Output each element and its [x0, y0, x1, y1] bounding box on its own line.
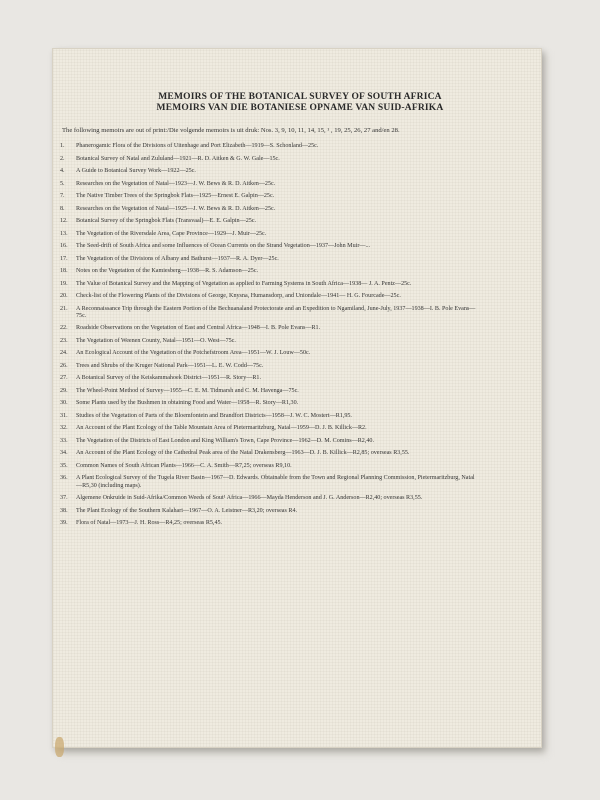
memoir-entry — [60, 143, 480, 150]
memoir-number: 5. — [60, 180, 65, 187]
memoir-entry — [60, 306, 480, 321]
title-english: MEMOIRS OF THE BOTANICAL SURVEY OF SOUTH AFRICA — [158, 92, 442, 102]
memoir-text: A Plant Ecological Survey of the Tugela River Basin—1967—D. Edwards. Obtainable from the Town and Regional Planning Commission, Pietermaritzburg, Natal—R5,30 (including maps). — [76, 475, 475, 489]
memoir-text: Botanical Survey of the Springbok Flats (Transvaal)—E. E. Galpin—25c. — [76, 218, 257, 224]
memoir-entry — [60, 450, 480, 457]
memoir-text: Phanerogamic Flora of the Divisions of Uitenhage and Port Elizabeth—1919—S. Schonland—25c. — [76, 143, 319, 149]
memoir-number: 12. — [60, 218, 68, 224]
memoir-text: A Botanical Survey of the Keiskammahoek District—1951—R. Story—R1. — [76, 375, 261, 382]
memoir-entry — [60, 168, 480, 175]
memoir-text: Studies of the Vegetation of Parts of the Bloemfontein and Brandfort Districts—1958—J. W. C. Mostert—R1,95. — [76, 412, 352, 419]
memoir-number: 8. — [60, 205, 65, 212]
memoir-number: 1. — [60, 143, 65, 149]
memoir-text: Algemene Onkruide in Suid-Afrika/Common Weeds of Sout¹ Africa—1966—Mayda Henderson and J. G. Anderson—R2,40; overseas R3,55. — [76, 495, 423, 502]
memoir-entry — [60, 413, 480, 420]
memoir-text: Flora of Natal—1973—J. H. Ross—R4,25; overseas R5,45. — [76, 520, 223, 527]
memoir-number: 23. — [60, 337, 68, 344]
memoir-number: 32. — [60, 425, 68, 432]
memoir-number: 26. — [60, 362, 68, 369]
memoir-entry — [60, 388, 480, 395]
memoir-text: An Ecological Account of the Vegetation of the Potchefstroom Area—1951—W. J. Louw—50c. — [76, 350, 311, 357]
memoir-text: Trees and Shrubs of the Kruger National Park—1951—L. E. W. Codd—75c. — [76, 362, 264, 369]
memoir-number: 24. — [60, 350, 68, 357]
memoir-text: A Reconnaissance Trip through the Eastern Portion of the Bechuanaland Protectorate and an Expedition to Ngamiland, June-July, 1937—1938—I. B. Pole Evans—75c. — [76, 305, 476, 319]
memoir-number: 13. — [60, 230, 68, 237]
memoir-text: The Plant Ecology of the Southern Kalahari—1967—O. A. Leistner—R3,20; overseas R4. — [76, 507, 298, 514]
memoir-number: 39. — [60, 520, 68, 527]
memoir-text: The Vegetation of the Divisions of Albany and Bathurst—1937—R. A. Dyer—25c. — [76, 255, 279, 262]
memoir-text: The Vegetation of the Riversdale Area, Cape Province—1929—J. Muir—25c. — [76, 230, 267, 237]
memoir-number: 7. — [60, 193, 65, 199]
title-afrikaans: MEMOIRS VAN DIE BOTANIESE OPNAME VAN SUID-AFRIKA — [156, 103, 444, 113]
memoir-number: 34. — [60, 450, 68, 457]
memoir-text: The Vegetation of Weenen County, Natal—1951—O. West—75c. — [76, 337, 236, 344]
memoir-number: 36. — [60, 475, 68, 482]
memoir-entry — [60, 508, 480, 515]
memoir-entry — [60, 375, 480, 382]
memoir-text: Researches on the Vegetation of Natal—1923—J. W. Bews & R. D. Aitken—25c. — [76, 180, 276, 187]
out-of-print-note: The following memoirs are out of print:/Die volgende memoirs is uit druk: Nos. 3, 9, 10, 11, 14, 15, ¹ , 19, 25, 26, 27 and/en 28. — [62, 127, 400, 134]
memoir-entry — [60, 293, 480, 300]
memoir-entry — [60, 231, 480, 238]
memoir-entry — [60, 268, 480, 275]
memoir-text: Roadside Observations on the Vegetation of East and Central Africa—1948—I. B. Pole Evans—R1. — [76, 325, 321, 332]
memoir-text: Researches on the Vegetation of Natal—1925—J. W. Bews & R. D. Aitken—25c. — [76, 205, 276, 212]
memoir-entry — [60, 193, 480, 200]
memoir-text: The Native Timber Trees of the Springbok Flats—1925—Ernest E. Galpin—25c. — [76, 193, 275, 199]
memoir-text: Some Plants used by the Bushmen in obtaining Food and Water—1958—R. Story—R1,30. — [76, 400, 299, 407]
memoir-entry — [60, 495, 480, 502]
memoir-text: The Seed-drift of South Africa and some Influences of Ocean Currents on the Strand Vegetation—1937—John Muir—... — [76, 243, 371, 249]
memoir-text: An Account of the Plant Ecology of the Table Mountain Area of Pietermaritzburg, Natal—1959—D. J. B. Killick—R2. — [76, 425, 367, 432]
memoir-entry — [60, 425, 480, 432]
memoir-number: 37. — [60, 495, 68, 502]
memoir-entry — [60, 520, 480, 527]
memoir-text: Botanical Survey of Natal and Zululand—1921—R. D. Aitken & G. W. Gale—15c. — [76, 155, 280, 162]
memoir-text: A Guide to Botanical Survey Work—1922—25c. — [76, 168, 196, 174]
memoir-text: The Value of Botanical Survey and the Mapping of Vegetation as applied to Farming Systems in South Africa—1938— J. A. Pentz—25c. — [76, 280, 412, 287]
memoir-number: 35. — [60, 462, 68, 469]
memoir-number: 29. — [60, 387, 68, 394]
memoir-number: 20. — [60, 293, 68, 299]
memoir-text: The Wheel-Point Method of Survey—1955—C. E. M. Tidmarsh and C. M. Havenga—75c. — [76, 387, 299, 394]
memoir-entry — [60, 281, 480, 288]
memoir-entry — [60, 218, 480, 225]
memoir-number: 27. — [60, 375, 68, 382]
memoir-entry — [60, 463, 480, 470]
memoir-entry — [60, 325, 480, 332]
memoir-text: Check-list of the Flowering Plants of the Divisions of George, Knysna, Humansdorp, and Uniondale—1941— H. G. Fourcade—25c. — [76, 293, 401, 299]
cover-stain — [55, 737, 64, 757]
memoir-number: 16. — [60, 243, 68, 249]
memoir-number: 31. — [60, 412, 68, 419]
title-block — [0, 92, 600, 114]
memoir-entry — [60, 338, 480, 345]
memoir-entry — [60, 256, 480, 263]
memoir-number: 19. — [60, 280, 68, 287]
memoir-entry — [60, 438, 480, 445]
memoir-entry — [60, 400, 480, 407]
memoir-entry — [60, 350, 480, 357]
memoir-entry — [60, 363, 480, 370]
memoir-number: 21. — [60, 305, 68, 312]
memoir-number: 30. — [60, 400, 68, 407]
memoir-number: 33. — [60, 437, 68, 444]
memoir-number: 22. — [60, 325, 68, 332]
memoir-number: 2. — [60, 155, 65, 162]
memoir-text: An Account of the Plant Ecology of the Cathedral Peak area of the Natal Drakensberg—1963—D. J. B. Killick—R2,85; overseas R3,55. — [76, 450, 410, 457]
memoir-list — [60, 143, 480, 533]
memoir-entry — [60, 206, 480, 213]
memoir-number: 18. — [60, 268, 68, 274]
memoir-entry — [60, 243, 480, 250]
memoir-text: Common Names of South African Plants—1966—C. A. Smith—R7,25; overseas R9,10. — [76, 462, 292, 469]
memoir-text: Notes on the Vegetation of the Kamiesberg—1938—R. S. Adamson—25c. — [76, 268, 259, 274]
memoir-number: 17. — [60, 255, 68, 262]
memoir-text: The Vegetation of the Districts of East London and King William's Town, Cape Province—1962—D. M. Comins—R2,40. — [76, 437, 374, 444]
memoir-entry — [60, 181, 480, 188]
memoir-number: 38. — [60, 507, 68, 514]
memoir-entry — [60, 156, 480, 163]
memoir-number: 4. — [60, 168, 65, 174]
memoir-entry — [60, 475, 480, 490]
